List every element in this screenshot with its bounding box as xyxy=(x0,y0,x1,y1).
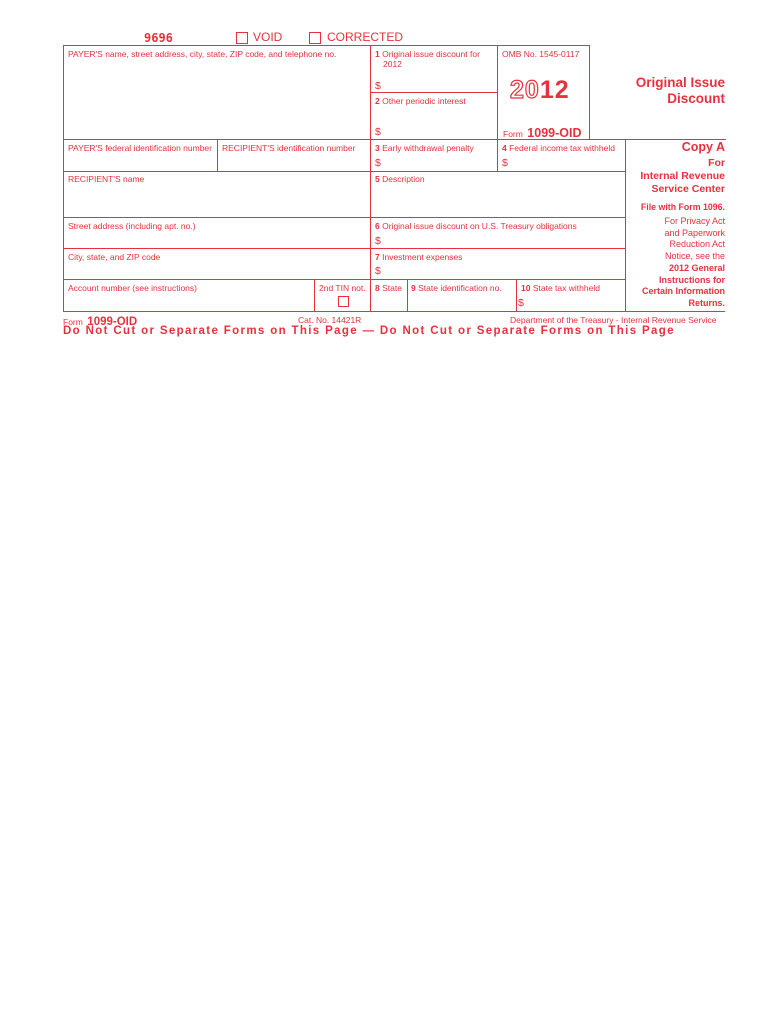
box4-dollar: $ xyxy=(502,157,508,169)
void-label: VOID xyxy=(253,30,283,44)
box7-text: Investment expenses xyxy=(382,252,463,262)
corrected-checkbox[interactable] xyxy=(309,32,321,44)
box2-label xyxy=(375,96,466,106)
box7-dollar: $ xyxy=(375,265,381,277)
box3-dollar: $ xyxy=(375,157,381,169)
box10-label xyxy=(521,283,600,293)
form-title-line1: Original Issue xyxy=(635,75,725,90)
department-label: Department of the Treasury - Internal Revenue Service xyxy=(510,315,717,325)
copy-a-recipient xyxy=(626,157,725,196)
box1-text: Original issue discount for xyxy=(382,49,480,59)
form-name-label xyxy=(503,124,582,142)
form-title-line2: Discount xyxy=(667,91,725,106)
do-not-cut-notice: Do Not Cut or Separate Forms on This Page — Do Not Cut or Separate Forms on This Page xyxy=(63,325,675,337)
payer-block-label: PAYER'S name, street address, city, state, ZIP code, and telephone no. xyxy=(68,49,337,59)
recipient-id-label: RECIPIENT'S identification number xyxy=(222,143,356,153)
account-number-label: Account number (see instructions) xyxy=(68,283,197,293)
privacy-notice xyxy=(626,216,725,310)
box1-dollar: $ xyxy=(375,80,381,92)
box3-label xyxy=(375,143,474,153)
payer-federal-id-label: PAYER'S federal identification number xyxy=(68,143,212,153)
tax-year-suffix: 12 xyxy=(539,76,570,104)
box6-label xyxy=(375,221,577,231)
recipient-name-label: RECIPIENT'S name xyxy=(68,174,145,184)
box9-label xyxy=(411,283,502,293)
box6-dollar: $ xyxy=(375,235,381,247)
box8-label xyxy=(375,283,402,293)
form-title xyxy=(600,75,725,107)
instructions-line: Instructions for xyxy=(658,274,725,285)
box10-text: State tax withheld xyxy=(532,283,600,293)
second-tin-label: 2nd TIN not. xyxy=(319,283,366,293)
instructions-line: 2012 General xyxy=(668,262,725,273)
city-state-zip-label: City, state, and ZIP code xyxy=(68,252,161,262)
box8-text: State xyxy=(382,283,402,293)
box3-text: Early withdrawal penalty xyxy=(382,143,474,153)
copy-a-for: For xyxy=(708,157,725,169)
box5-number: 5 xyxy=(375,174,380,184)
form-word: Form xyxy=(503,129,523,139)
box10-dollar: $ xyxy=(518,297,524,309)
file-with-1096: File with Form 1096. xyxy=(640,202,725,212)
box4-text: Federal income tax withheld xyxy=(509,143,615,153)
form-code: 9696 xyxy=(144,31,173,45)
box2-number: 2 xyxy=(375,96,380,106)
omb-number: OMB No. 1545-0117 xyxy=(502,49,580,59)
box1-number: 1 xyxy=(375,49,380,59)
copy-a-irs-line1: Internal Revenue xyxy=(640,170,725,182)
privacy-line: Reduction Act xyxy=(669,239,725,250)
box5-label xyxy=(375,174,425,184)
instructions-line: Certain Information xyxy=(641,286,725,297)
box8-number: 8 xyxy=(375,283,380,293)
catalog-number: Cat. No. 14421R xyxy=(298,315,362,325)
tax-year xyxy=(510,76,570,105)
box2-dollar: $ xyxy=(375,126,381,138)
void-checkbox[interactable] xyxy=(236,32,248,44)
box9-number: 9 xyxy=(411,283,416,293)
footer-form-word: Form xyxy=(63,317,83,327)
box6-text: Original issue discount on U.S. Treasury obligations xyxy=(382,221,577,231)
box7-number: 7 xyxy=(375,252,380,262)
box3-number: 3 xyxy=(375,143,380,153)
privacy-line: and Paperwork xyxy=(664,227,725,238)
box9-text: State identification no. xyxy=(418,283,502,293)
second-tin-checkbox[interactable] xyxy=(338,296,349,307)
privacy-line: Notice, see the xyxy=(664,251,725,262)
corrected-label: CORRECTED xyxy=(327,30,404,44)
box4-label xyxy=(502,143,615,153)
copy-a-title: Copy A xyxy=(681,140,725,154)
box2-text: Other periodic interest xyxy=(382,96,466,106)
box1-label xyxy=(375,49,495,69)
box6-number: 6 xyxy=(375,221,380,231)
instructions-line: Returns. xyxy=(688,297,725,308)
form-name: 1099-OID xyxy=(527,126,582,140)
copy-a-irs-line2: Service Center xyxy=(651,183,725,195)
privacy-line: For Privacy Act xyxy=(664,216,725,226)
box7-label xyxy=(375,252,462,262)
box5-text: Description xyxy=(382,174,425,184)
tax-year-prefix: 20 xyxy=(510,76,540,104)
box10-number: 10 xyxy=(521,283,531,293)
street-address-label: Street address (including apt. no.) xyxy=(68,221,196,231)
footer-form-code: 1099-OID xyxy=(87,316,138,328)
box4-number: 4 xyxy=(502,143,507,153)
box1-year: 2012 xyxy=(383,59,402,69)
